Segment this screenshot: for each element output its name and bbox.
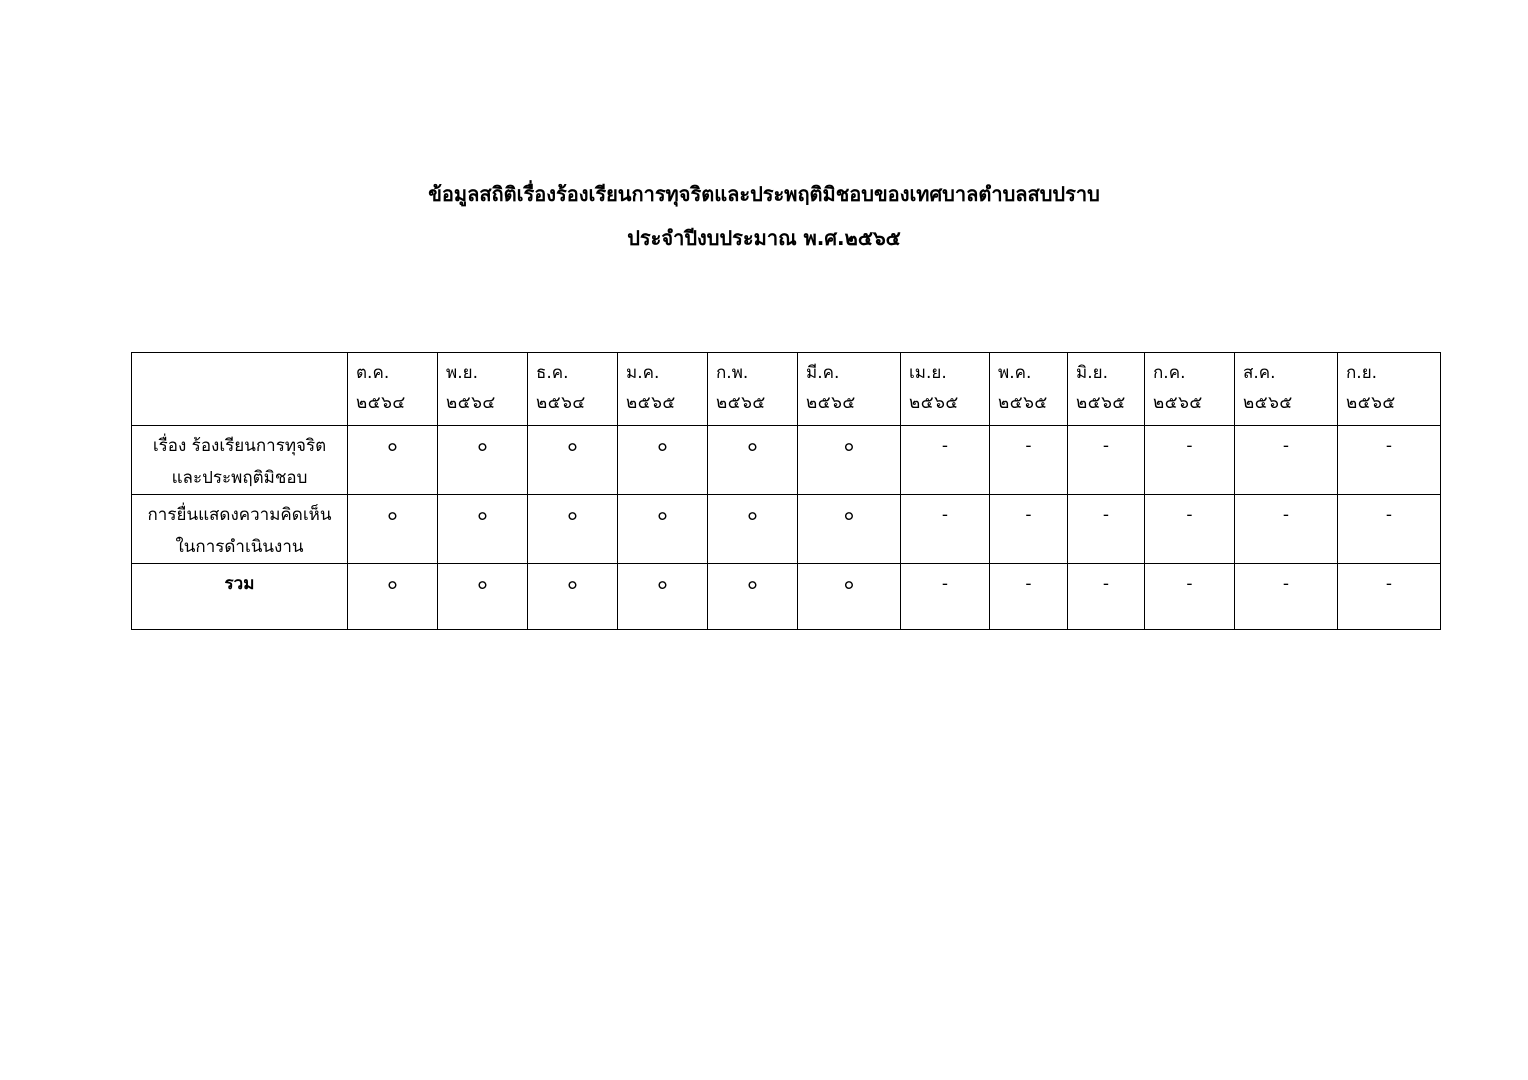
- value-cell: ๐: [798, 426, 901, 495]
- year-label: ๒๕๖๕: [626, 393, 676, 413]
- year-label: ๒๕๖๕: [1243, 393, 1293, 413]
- year-label: ๒๕๖๔: [446, 393, 496, 413]
- table-row-total: [132, 564, 1441, 630]
- header-cell-apr: [901, 353, 990, 426]
- month-label: ม.ค.: [626, 363, 660, 383]
- value-cell: -: [1068, 495, 1145, 564]
- row-label-line: เรื่อง ร้องเรียนการทุจริต: [152, 436, 327, 456]
- header-cell-dec: [528, 353, 618, 426]
- value-cell: -: [1235, 495, 1338, 564]
- value-cell: -: [1068, 426, 1145, 495]
- document-subtitle: ประจำปีงบประมาณ พ.ศ.๒๕๖๕: [627, 226, 901, 250]
- month-label: ส.ค.: [1243, 363, 1276, 383]
- row-label-line: และประพฤติมิชอบ: [171, 468, 308, 488]
- header-cell-jul: [1145, 353, 1235, 426]
- header-cell-sep: [1338, 353, 1441, 426]
- value-cell: -: [901, 564, 990, 630]
- value-cell: -: [1338, 564, 1441, 630]
- value-cell: ๐: [708, 564, 798, 630]
- month-label: มิ.ย.: [1076, 363, 1108, 383]
- table-row-opinions: [132, 495, 1441, 564]
- value-cell: -: [1338, 495, 1441, 564]
- value-cell: -: [1068, 564, 1145, 630]
- value-cell: ๐: [348, 564, 438, 630]
- value-cell: ๐: [618, 426, 708, 495]
- value-cell: ๐: [348, 426, 438, 495]
- row-label-line: การยื่นแสดงความคิดเห็น: [147, 505, 332, 525]
- month-label: มี.ค.: [806, 363, 840, 383]
- header-cell-aug: [1235, 353, 1338, 426]
- month-label: ธ.ค.: [536, 363, 569, 383]
- year-label: ๒๕๖๕: [806, 393, 856, 413]
- header-cell-nov: [438, 353, 528, 426]
- value-cell: ๐: [348, 495, 438, 564]
- month-label: พ.ค.: [998, 363, 1032, 383]
- value-cell: -: [990, 564, 1068, 630]
- header-cell-oct: [348, 353, 438, 426]
- value-cell: -: [1338, 426, 1441, 495]
- row-label-cell: [132, 426, 348, 495]
- row-label-cell: [132, 564, 348, 630]
- header-cell-feb: [708, 353, 798, 426]
- month-label: เม.ย.: [909, 363, 947, 383]
- month-label: ก.ย.: [1346, 363, 1378, 383]
- value-cell: ๐: [798, 495, 901, 564]
- value-cell: -: [990, 426, 1068, 495]
- value-cell: -: [901, 426, 990, 495]
- value-cell: ๐: [438, 495, 528, 564]
- value-cell: -: [990, 495, 1068, 564]
- year-label: ๒๕๖๕: [716, 393, 766, 413]
- month-label: ก.พ.: [716, 363, 749, 383]
- header-cell-mar: [798, 353, 901, 426]
- value-cell: ๐: [708, 495, 798, 564]
- value-cell: -: [1145, 426, 1235, 495]
- month-label: พ.ย.: [446, 363, 478, 383]
- header-cell-jan: [618, 353, 708, 426]
- year-label: ๒๕๖๕: [909, 393, 959, 413]
- row-label-cell: [132, 495, 348, 564]
- value-cell: -: [1145, 495, 1235, 564]
- month-label: ต.ค.: [356, 363, 390, 383]
- year-label: ๒๕๖๕: [1346, 393, 1396, 413]
- value-cell: ๐: [438, 564, 528, 630]
- value-cell: ๐: [438, 426, 528, 495]
- value-cell: -: [901, 495, 990, 564]
- value-cell: -: [1235, 426, 1338, 495]
- year-label: ๒๕๖๕: [1076, 393, 1126, 413]
- table-row-complaints: [132, 426, 1441, 495]
- statistics-table: [131, 352, 1441, 630]
- document-title: ข้อมูลสถิติเรื่องร้องเรียนการทุจริตและประพฤติมิชอบของเทศบาลตำบลสบปราบ: [428, 182, 1100, 206]
- month-label: ก.ค.: [1153, 363, 1186, 383]
- value-cell: ๐: [618, 564, 708, 630]
- value-cell: ๐: [708, 426, 798, 495]
- value-cell: ๐: [528, 495, 618, 564]
- row-label-line: รวม: [224, 574, 255, 594]
- value-cell: -: [1235, 564, 1338, 630]
- header-row: [132, 353, 1441, 426]
- value-cell: -: [1145, 564, 1235, 630]
- value-cell: ๐: [618, 495, 708, 564]
- header-corner-cell: [132, 353, 348, 426]
- header-cell-jun: [1068, 353, 1145, 426]
- value-cell: ๐: [798, 564, 901, 630]
- year-label: ๒๕๖๔: [536, 393, 586, 413]
- year-label: ๒๕๖๕: [1153, 393, 1203, 413]
- value-cell: ๐: [528, 426, 618, 495]
- row-label-line: ในการดำเนินงาน: [175, 537, 304, 557]
- value-cell: ๐: [528, 564, 618, 630]
- year-label: ๒๕๖๔: [356, 393, 406, 413]
- header-cell-may: [990, 353, 1068, 426]
- year-label: ๒๕๖๕: [998, 393, 1048, 413]
